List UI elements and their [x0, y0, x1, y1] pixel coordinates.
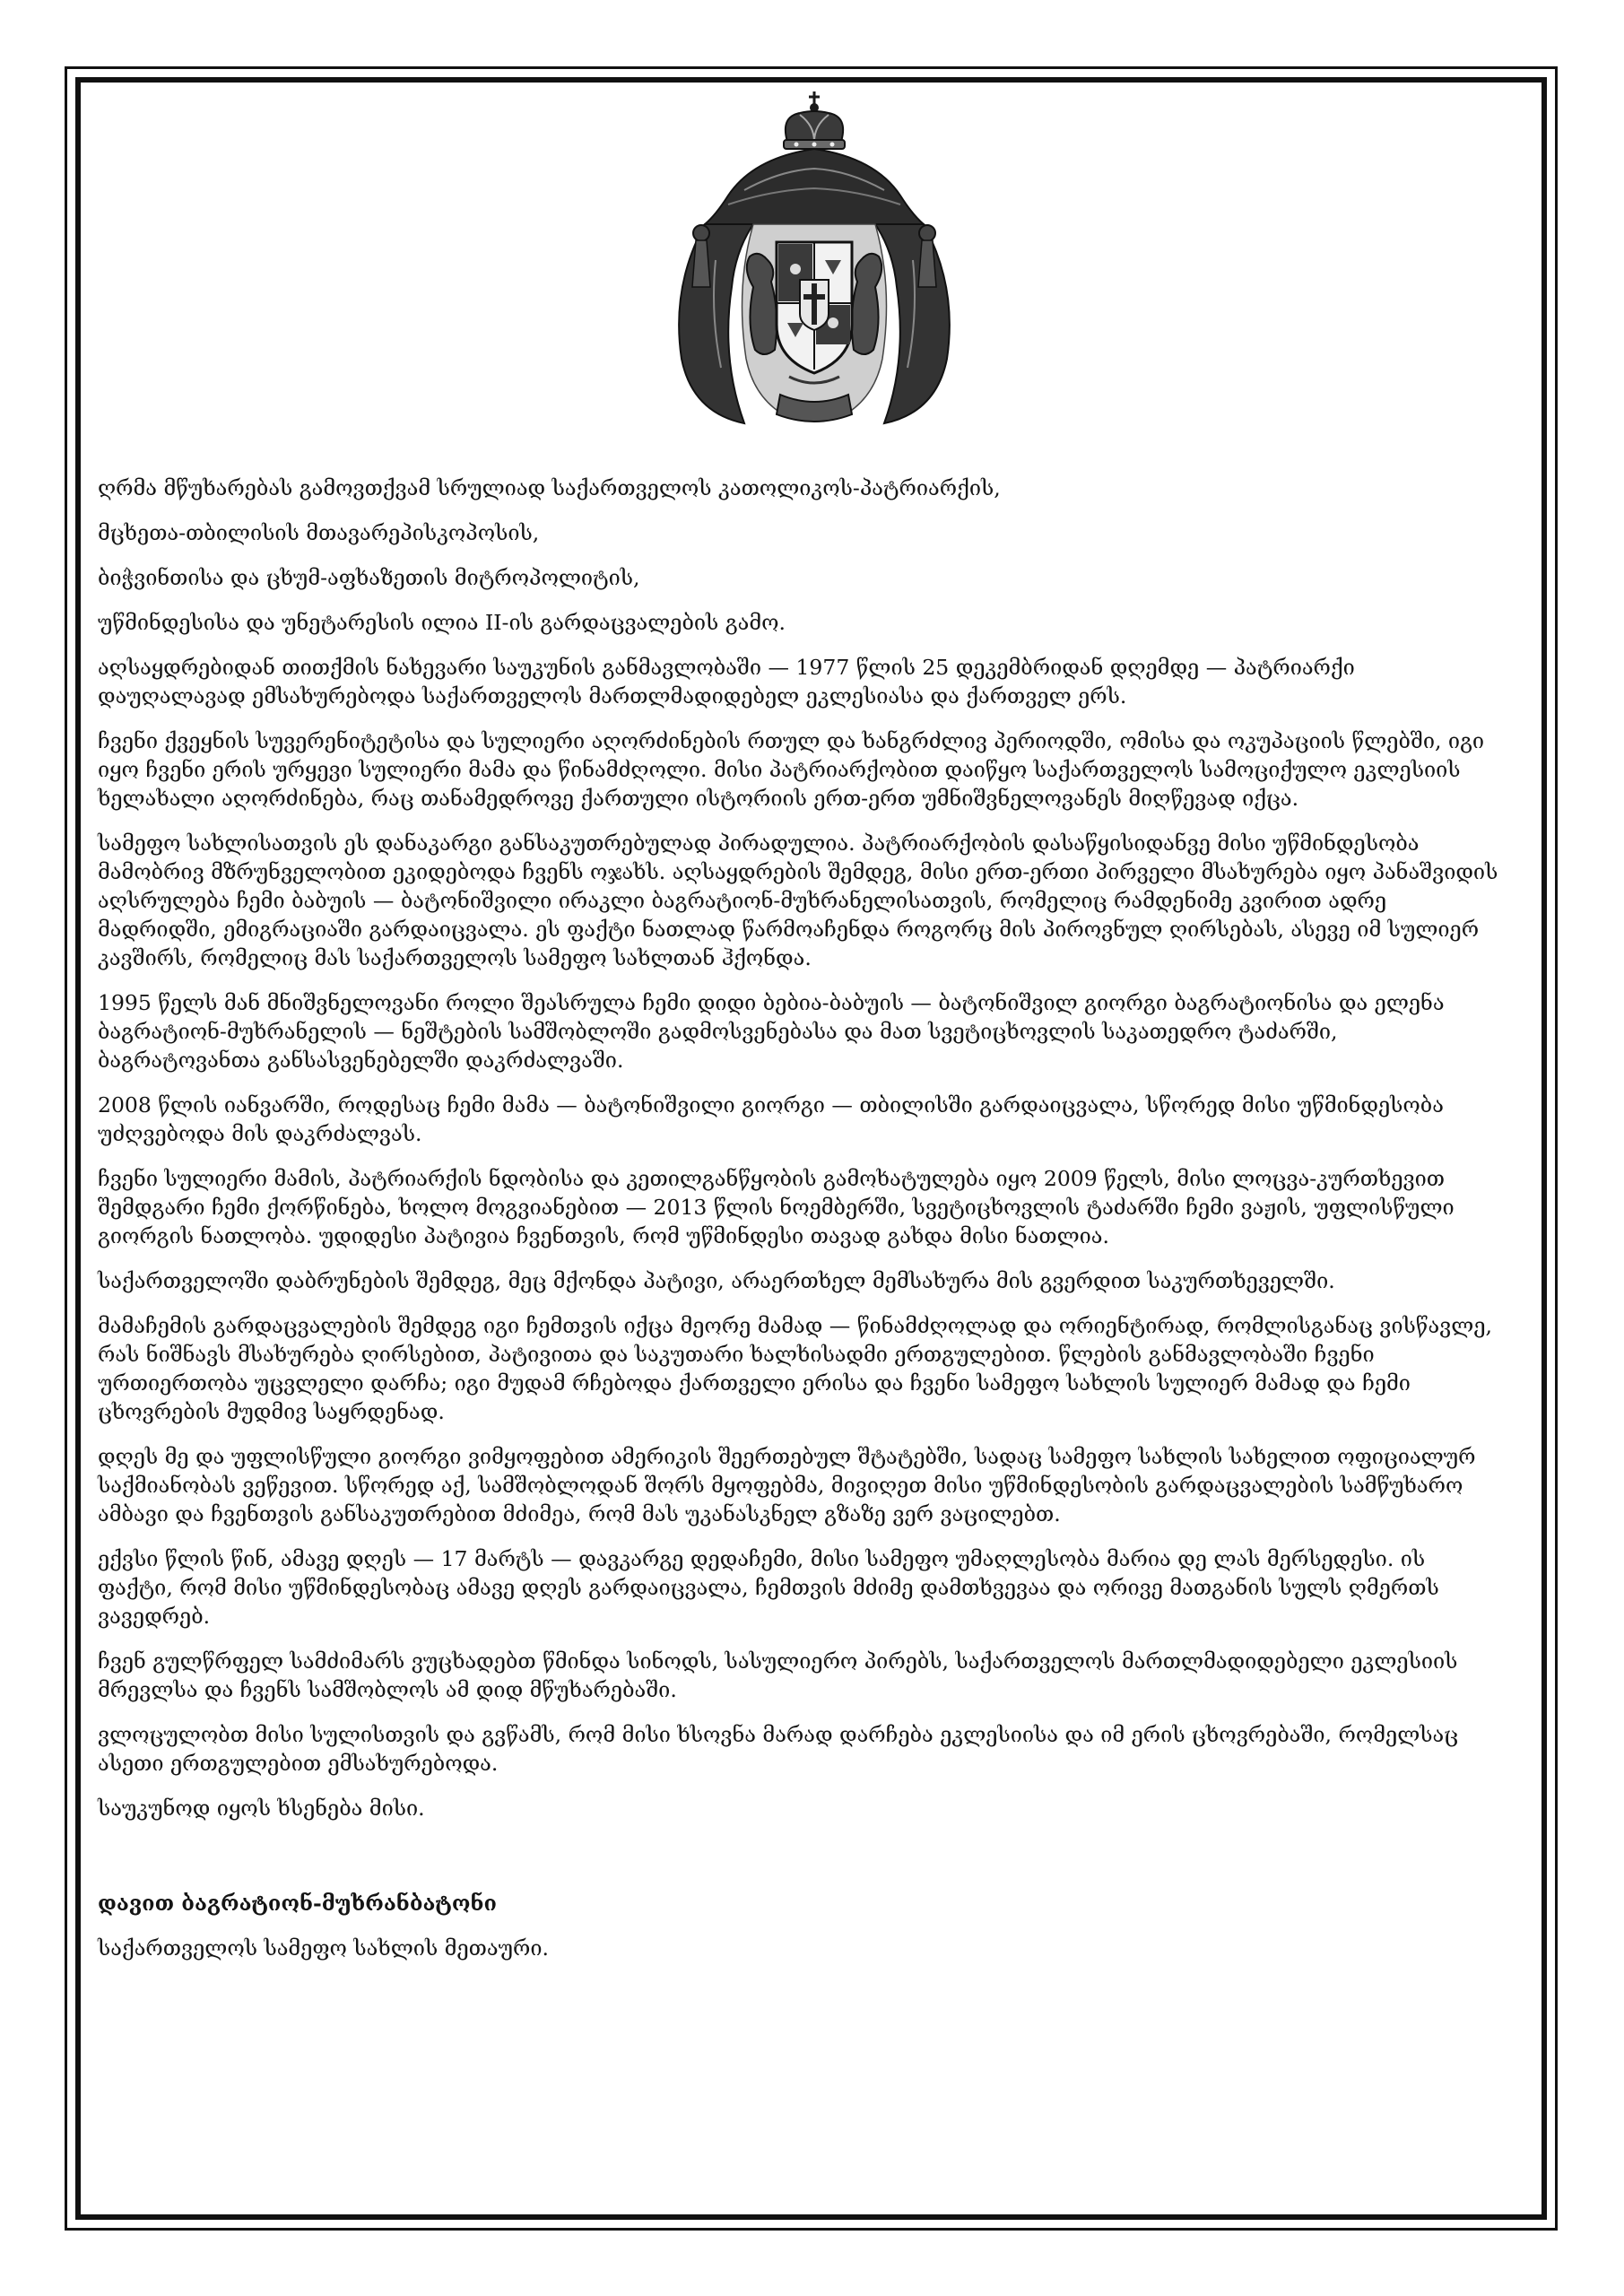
paragraph: ვლოცულობთ მისი სულისთვის და გვწამს, რომ მისი ხსოვნა მარად დარჩება ეკლესიისა და იმ ერის ცხოვრებაში, რომელსაც ასეთი ერთგულებით ემსახურებოდა. [98, 1722, 1459, 1776]
crown-icon [784, 91, 845, 149]
paragraph: 1995 წელს მან მნიშვნელოვანი როლი შეასრულა ჩემი დიდი ბებია-ბაბუის — ბატონიშვილ გიორგი ბაგრატიონისა და ელენა ბაგრატიონ-მუხრანელის — ნეშტების სამშობლოში გადმოსვენებასა და მათ სვეტიცხოვლის საკათედრო ტაძარში, ბაგრატოვანთა განსასვენებელში დაკრძალვაში. [98, 990, 1445, 1073]
paragraph: ჩვენი სულიერი მამის, პატრიარქის ნდობისა და კეთილგანწყობის გამოხატულება იყო 2009 წელს, მისი ლოცვა-კურთხევით შემდგარი ჩემი ქორწინება, ხოლო მოგვიანებით — 2013 წლის ნოემბერში, სვეტიცხოვლის ტაძარში ჩემი ვაჟის, უფლისწული გიორგის ნათლობა. უდიდესი პატივია ჩვენთვის, რომ უწმინდესი თავად გახდა მისი ნათლია. [98, 1166, 1455, 1248]
paragraph: მამაჩემის გარდაცვალების შემდეგ იგი ჩემთვის იქცა მეორე მამად — წინამძღოლად და ორიენტირად, რომლისგანაც ვისწავლე, რას ნიშნავს მსახურება ღირსებით, პატივითა და საკუთარი ხალხისადმი ერთგულებით. წლების განმავლობაში ჩვენი ურთიერთობა უცვლელი დარჩა; იგი მუდამ რჩებოდა ქართველი ერისა და ჩვენი სამეფო სახლის სულიერ მამად და ჩემი ცხოვრების მუდმივ საყრდენად. [98, 1313, 1492, 1424]
paragraph: ჩვენ გულწრფელ სამძიმარს ვუცხადებთ წმინდა სინოდს, სასულიერო პირებს, საქართველოს მართლმადიდებელი ეკლესიის მრევლსა და ჩვენს სამშობლოს ამ დიდ მწუხარებაში. [98, 1648, 1458, 1702]
paragraph: უწმინდესისა და უნეტარესის ილია II-ის გარდაცვალების გამო. [98, 610, 786, 635]
paragraph: სამეფო სახლისათვის ეს დანაკარგი განსაკუთრებულად პირადულია. პატრიარქობის დასაწყისიდანვე მისი უწმინდესობა მამობრივ მზრუნველობით ეკიდებოდა ჩვენს ოჯახს. აღსაყდრების შემდეგ, მისი ერთ-ერთი პირველი მსახურება იყო პანაშვიდის აღსრულება ჩემი ბაბუის — ბატონიშვილი ირაკლი ბაგრატიონ-მუხრანელისათვის, რომელიც რამდენიმე კვირით ადრე მადრიდში, ემიგრაციაში გარდაიცვალა. ეს ფაქტი ნათლად წარმოაჩენდა როგორც მის პიროვნულ ღირსებას, ასევე იმ სულიერ კავშირს, რომელიც მას საქართველოს სამეფო სახლთან ჰქონდა. [98, 831, 1498, 970]
signature-name: დავით ბაგრატიონ-მუხრანბატონი [98, 1891, 497, 1916]
paragraph: ჩვენი ქვეყნის სუვერენიტეტისა და სულიერი აღორძინების რთულ და ხანგრძლივ პერიოდში, ომისა და ოკუპაციის წლებში, იგი იყო ჩვენი ერის ურყევი სულიერი მამა და წინამძღოლი. მისი პატრიარქობით დაიწყო საქართველოს სამოციქულო ეკლესიის ხელახალი აღორძინება, რაც თანამედროვე ქართული ისტორიის ერთ-ერთ უმნიშვნელოვანეს მიღწევად იქცა. [98, 728, 1485, 811]
paragraph: საუკუნოდ იყოს ხსენება მისი. [98, 1796, 425, 1821]
letter-body [98, 474, 1506, 1979]
paragraph: დღეს მე და უფლისწული გიორგი ვიმყოფებით ამერიკის შეერთებულ შტატებში, სადაც სამეფო სახლის სახელით ოფიციალურ საქმიანობას ვეწევით. სწორედ აქ, სამშობლოდან შორს მყოფებმა, მივიღეთ მისი უწმინდესობის გარდაცვალების სამწუხარო ამბავი და ჩვენთვის განსაკუთრებით მძიმეა, რომ მას უკანასკნელ გზაზე ვერ ვაცილებთ. [98, 1444, 1476, 1526]
paragraph: მცხეთა-თბილისის მთავარეპისკოპოსის, [98, 520, 540, 545]
royal-coat-of-arms-icon [646, 90, 983, 439]
paragraph: ბიჭვინთისა და ცხუმ-აფხაზეთის მიტროპოლიტის, [98, 565, 640, 590]
paragraph: 2008 წლის იანვარში, როდესაც ჩემი მამა — ბატონიშვილი გიორგი — თბილისში გარდაიცვალა, სწორედ მისი უწმინდესობა უძღვებოდა მის დაკრძალვას. [98, 1092, 1444, 1146]
paragraph: ექვსი წლის წინ, ამავე დღეს — 17 მარტს — დავკარგე დედაჩემი, მისი სამეფო უმაღლესობა მარია დე ლას მერსედესი. ის ფაქტი, რომ მისი უწმინდესობაც ამავე დღეს გარდაიცვალა, ჩემთვის მძიმე დამთხვევაა და ორივე მათგანის სულს ღმერთს ვავედრებ. [98, 1546, 1439, 1629]
paragraph: ღრმა მწუხარებას გამოვთქვამ სრულიად საქართველოს კათოლიკოს-პატრიარქის, [98, 475, 1001, 500]
signature-title: საქართველოს სამეფო სახლის მეთაური. [98, 1935, 549, 1961]
paragraph: აღსაყდრებიდან თითქმის ნახევარი საუკუნის განმავლობაში — 1977 წლის 25 დეკემბრიდან დღემდე — პატრიარქი დაუღალავად ემსახურებოდა საქართველოს მართლმადიდებელ ეკლესიასა და ქართველ ერს. [98, 655, 1355, 709]
paragraph: საქართველოში დაბრუნების შემდეგ, მეც მქონდა პატივი, არაერთხელ მემსახურა მის გვერდით საკურთხეველში. [98, 1268, 1335, 1293]
